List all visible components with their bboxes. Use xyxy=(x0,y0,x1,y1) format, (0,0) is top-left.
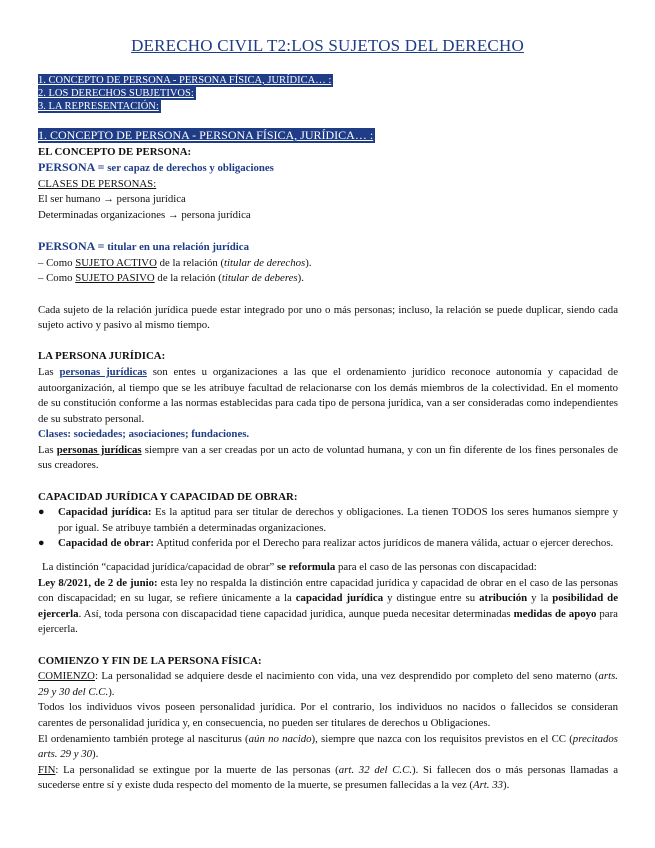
sujeto-activo-line: – Como SUJETO ACTIVO de la relación (titular de derechos). xyxy=(38,256,312,269)
toc-link-derechos[interactable]: 2. LOS DERECHOS SUBJETIVOS: xyxy=(38,88,194,99)
fin-paragraph: FIN: La personalidad se extingue por la muerte de las personas (art. 32 del C.C.). Si fallecen dos o más personas llamadas a sucederse entre sí y existe duda respecto del momento de la muerte, se presumen fallecidas a la vez (Art. 33). xyxy=(38,763,618,792)
clase-item: Determinadas organizaciones → persona jurídica xyxy=(38,208,251,221)
concepto-heading: EL CONCEPTO DE PERSONA: xyxy=(38,145,192,158)
persona-definition-2: PERSONA = titular en una relación jurídica xyxy=(38,239,249,254)
juridica-heading: LA PERSONA JURÍDICA: xyxy=(38,350,166,363)
sujeto-pasivo-line: – Como SUJETO PASIVO de la relación (titular de deberes). xyxy=(38,272,304,285)
clase-item: El ser humano → persona jurídica xyxy=(38,193,186,206)
distincion-paragraph: La distinción “capacidad jurídica/capacidad de obrar” se reformula para el caso de las personas con discapacidad: xyxy=(42,561,537,574)
juridica-clases: Clases: sociedades; asociaciones; fundaciones. xyxy=(38,428,250,441)
comienzo-paragraph: COMIENZO: La personalidad se adquiere desde el nacimiento con vida, una vez desprendido por completo del seno materno (arts. 29 y 30 del C.C.). xyxy=(38,670,618,698)
bullet-capacidad-juridica: ● Capacidad jurídica: Es la aptitud para ser titular de derechos y obligaciones. La tienen TODOS los seres humanos siempre y por igual. Se atribuye también a determinadas organizaciones. xyxy=(38,506,618,534)
table-of-contents xyxy=(38,74,333,113)
bullet-icon: ● xyxy=(38,537,45,550)
clases-heading: CLASES DE PERSONAS: xyxy=(38,177,157,190)
juridica-paragraph-1: Las personas jurídicas son entes u organizaciones a las que el ordenamiento jurídico reconoce autonomía y capacidad de autoorganización, al tiempo que se les atribuye facultad de relacionarse con los demás miembros de la colectividad. En el momento de su constitución conforme a las normas establecidas para cada tipo de persona jurídica, van a ser consideradas como independientes de su substrato personal. xyxy=(38,365,618,425)
concepto-paragraph: Cada sujeto de la relación jurídica puede estar integrado por uno o más personas; incluso, la relación se puede duplicar, siendo cada sujeto activo y pasivo al mismo tiempo. xyxy=(38,303,618,332)
toc-link-representacion[interactable]: 3. LA REPRESENTACIÓN: xyxy=(38,101,159,112)
bullet-capacidad-obrar: ● Capacidad de obrar: Aptitud conferida por el Derecho para realizar actos jurídicos de manera válida, actuar o ejercer derechos. xyxy=(38,536,618,552)
bullet-icon: ● xyxy=(38,506,45,519)
document-title: DERECHO CIVIL T2:LOS SUJETOS DEL DERECHO xyxy=(131,36,524,55)
juridica-paragraph-2: Las personas jurídicas siempre van a ser creadas por un acto de voluntad humana, y con un fin diferente de los fines personales de sus creadores. xyxy=(38,443,618,472)
section-heading: 1. CONCEPTO DE PERSONA - PERSONA FÍSICA, JURÍDICA… : xyxy=(38,128,374,142)
nasciturus-paragraph: El ordenamiento también protege al nasciturus (aún no nacido), siempre que nazca con los requisitos previstos en el CC (precitados arts. 29 y 30). xyxy=(38,732,618,761)
fisica-heading: COMIENZO Y FIN DE LA PERSONA FÍSICA: xyxy=(38,654,262,667)
ley-paragraph: Ley 8/2021, de 2 de junio: esta ley no respalda la distinción entre capacidad jurídica y capacidad de obrar en el caso de las personas con discapacidad; en su lugar, se refiere únicamente a la capacidad jurídica y distingue entre su atribución y la posibilidad de ejercerla. Así, toda persona con discapacidad tiene capacidad jurídica, aunque pueda necesitar determinadas medidas de apoyo para ejercerla. xyxy=(38,576,618,636)
toc-link-concepto[interactable]: 1. CONCEPTO DE PERSONA - PERSONA FÍSICA, JURÍDICA… : xyxy=(38,75,332,86)
individuos-paragraph: Todos los individuos vivos poseen personalidad jurídica. Por el contrario, los individuos no nacidos o fallecidos se consideran carentes de personalidad jurídica y, en consecuencia, no pueden ser titulares de derechos u Obligaciones. xyxy=(38,701,618,729)
persona-definition-1: PERSONA = ser capaz de derechos y obligaciones xyxy=(38,160,274,175)
document-body xyxy=(38,128,618,794)
personas-juridicas-link[interactable]: personas jurídicas xyxy=(59,365,147,378)
capacidad-heading: CAPACIDAD JURÍDICA Y CAPACIDAD DE OBRAR: xyxy=(38,490,298,503)
